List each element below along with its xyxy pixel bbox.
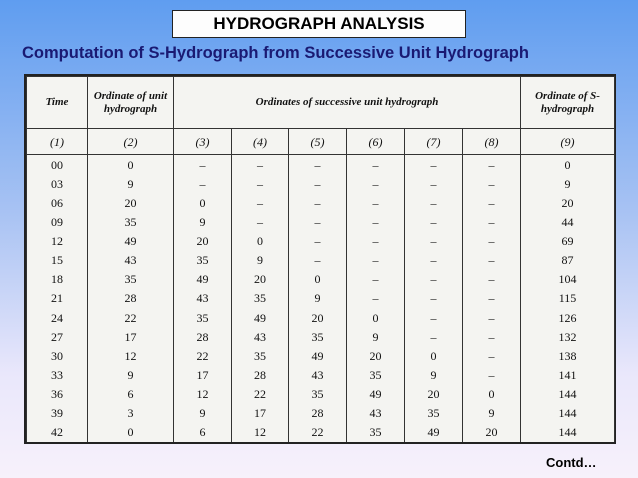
table-cell: 141 (521, 365, 615, 384)
table-cell: 20 (521, 193, 615, 212)
column-number: (2) (88, 129, 174, 155)
table-cell: – (463, 193, 521, 212)
table-cell: 28 (88, 289, 174, 308)
table-cell: 0 (88, 155, 174, 175)
table-cell: – (232, 155, 289, 175)
table-cell: 0 (405, 346, 463, 365)
table-cell: 28 (174, 327, 232, 346)
table-cell: 17 (88, 327, 174, 346)
table-cell: – (232, 174, 289, 193)
table-cell: 69 (521, 232, 615, 251)
s-hydrograph-table (26, 76, 615, 442)
table-cell: 09 (27, 212, 88, 231)
table-row (27, 232, 615, 251)
table-cell: 144 (521, 404, 615, 423)
header-time: Time (27, 77, 88, 129)
table-cell: 9 (521, 174, 615, 193)
table-cell: 126 (521, 308, 615, 327)
table-cell: 0 (463, 385, 521, 404)
table-cell: 43 (347, 404, 405, 423)
table-cell: 28 (232, 365, 289, 384)
table-cell: 35 (174, 308, 232, 327)
table-cell: 12 (232, 423, 289, 442)
table-cell: 9 (405, 365, 463, 384)
table-cell: – (405, 289, 463, 308)
table-cell: 03 (27, 174, 88, 193)
table-cell: – (405, 232, 463, 251)
table-cell: 39 (27, 404, 88, 423)
table-cell: – (405, 270, 463, 289)
table-cell: 35 (174, 251, 232, 270)
table-cell: 24 (27, 308, 88, 327)
table-cell: – (405, 308, 463, 327)
table-cell: 18 (27, 270, 88, 289)
table-cell: 49 (405, 423, 463, 442)
table-cell: – (232, 212, 289, 231)
table-cell: 35 (232, 346, 289, 365)
table-cell: 0 (88, 423, 174, 442)
column-number-row (27, 129, 615, 155)
table-cell: 138 (521, 346, 615, 365)
table-cell: 49 (289, 346, 347, 365)
table-cell: 9 (347, 327, 405, 346)
table-cell: 44 (521, 212, 615, 231)
column-number: (3) (174, 129, 232, 155)
table-cell: 9 (174, 212, 232, 231)
table-cell: 9 (289, 289, 347, 308)
table-cell: 17 (232, 404, 289, 423)
table-cell: 06 (27, 193, 88, 212)
column-number: (6) (347, 129, 405, 155)
table-cell: 0 (521, 155, 615, 175)
table-cell: 15 (27, 251, 88, 270)
table-cell: 35 (289, 385, 347, 404)
table-cell: – (347, 289, 405, 308)
table-cell: 22 (232, 385, 289, 404)
s-hydrograph-table-scan (24, 74, 616, 444)
table-cell: 20 (289, 308, 347, 327)
table-cell: 9 (232, 251, 289, 270)
header-s-hydrograph-ordinate: Ordinate of S-hydrograph (521, 77, 615, 129)
table-cell: 9 (88, 174, 174, 193)
table-cell: 49 (232, 308, 289, 327)
table-row (27, 404, 615, 423)
column-number: (7) (405, 129, 463, 155)
table-cell: 27 (27, 327, 88, 346)
contd-label: Contd… (546, 455, 597, 470)
column-number: (4) (232, 129, 289, 155)
table-row (27, 193, 615, 212)
table-cell: 0 (174, 193, 232, 212)
table-cell: 28 (289, 404, 347, 423)
table-cell: – (289, 232, 347, 251)
table-cell: 20 (463, 423, 521, 442)
table-cell: 43 (174, 289, 232, 308)
table-cell: 00 (27, 155, 88, 175)
table-cell: 9 (174, 404, 232, 423)
table-cell: – (289, 155, 347, 175)
table-cell: 20 (232, 270, 289, 289)
table-cell: 43 (88, 251, 174, 270)
column-number: (5) (289, 129, 347, 155)
table-cell: 22 (289, 423, 347, 442)
header-successive-ordinates: Ordinates of successive unit hydrograph (174, 77, 521, 129)
table-row (27, 251, 615, 270)
table-cell: – (347, 193, 405, 212)
table-cell: 49 (88, 232, 174, 251)
table-cell: – (463, 251, 521, 270)
table-row (27, 327, 615, 346)
table-cell: – (347, 212, 405, 231)
table-cell: 0 (232, 232, 289, 251)
table-cell: – (347, 174, 405, 193)
table-cell: – (347, 251, 405, 270)
table-cell: – (463, 365, 521, 384)
table-row (27, 346, 615, 365)
table-cell: 12 (88, 346, 174, 365)
table-cell: 9 (88, 365, 174, 384)
table-cell: – (463, 270, 521, 289)
table-cell: 35 (88, 212, 174, 231)
table-cell: 35 (405, 404, 463, 423)
table-cell: – (463, 327, 521, 346)
table-cell: 30 (27, 346, 88, 365)
table-row (27, 270, 615, 289)
table-cell: – (463, 174, 521, 193)
table-cell: – (405, 174, 463, 193)
table-cell: 22 (174, 346, 232, 365)
table-cell: 22 (88, 308, 174, 327)
table-cell: 6 (174, 423, 232, 442)
table-cell: 35 (232, 289, 289, 308)
table-cell: 12 (27, 232, 88, 251)
table-cell: 49 (174, 270, 232, 289)
table-cell: 9 (463, 404, 521, 423)
table-cell: 144 (521, 423, 615, 442)
table-cell: – (289, 251, 347, 270)
table-cell: 20 (88, 193, 174, 212)
table-cell: 17 (174, 365, 232, 384)
table-row (27, 385, 615, 404)
table-cell: – (405, 193, 463, 212)
table-cell: 21 (27, 289, 88, 308)
table-cell: 35 (347, 423, 405, 442)
table-cell: 12 (174, 385, 232, 404)
table-cell: – (174, 174, 232, 193)
table-cell: – (289, 193, 347, 212)
page-subtitle: Computation of S-Hydrograph from Successive Unit Hydrograph (22, 44, 529, 62)
table-cell: 0 (289, 270, 347, 289)
table-cell: 144 (521, 385, 615, 404)
table-cell: 132 (521, 327, 615, 346)
table-cell: – (405, 251, 463, 270)
table-cell: 35 (347, 365, 405, 384)
table-cell: – (463, 212, 521, 231)
table-cell: 20 (405, 385, 463, 404)
table-cell: – (347, 155, 405, 175)
table-cell: – (289, 174, 347, 193)
table-cell: – (347, 270, 405, 289)
table-row (27, 174, 615, 193)
table-cell: 35 (88, 270, 174, 289)
column-number: (1) (27, 129, 88, 155)
table-cell: – (405, 155, 463, 175)
column-number: (8) (463, 129, 521, 155)
table-row (27, 212, 615, 231)
table-row (27, 308, 615, 327)
table-cell: 20 (347, 346, 405, 365)
table-cell: – (232, 193, 289, 212)
table-cell: – (463, 308, 521, 327)
table-cell: 3 (88, 404, 174, 423)
table-row (27, 423, 615, 442)
table-cell: – (174, 155, 232, 175)
table-cell: – (463, 346, 521, 365)
table-cell: – (463, 232, 521, 251)
table-cell: 36 (27, 385, 88, 404)
table-cell: 87 (521, 251, 615, 270)
title-box (172, 10, 466, 38)
table-cell: 35 (289, 327, 347, 346)
table-cell: – (405, 212, 463, 231)
header-ordinate-unit-hydrograph: Ordinate of unit hydrograph (88, 77, 174, 129)
table-cell: 49 (347, 385, 405, 404)
table-cell: 0 (347, 308, 405, 327)
table-cell: 104 (521, 270, 615, 289)
table-cell: 115 (521, 289, 615, 308)
page-title: HYDROGRAPH ANALYSIS (213, 14, 425, 33)
column-number: (9) (521, 129, 615, 155)
table-cell: 42 (27, 423, 88, 442)
table-cell: 6 (88, 385, 174, 404)
table-cell: 43 (232, 327, 289, 346)
table-cell: 43 (289, 365, 347, 384)
table-row (27, 155, 615, 175)
table-cell: – (347, 232, 405, 251)
table-cell: – (289, 212, 347, 231)
table-cell: 33 (27, 365, 88, 384)
table-row (27, 289, 615, 308)
table-cell: – (463, 289, 521, 308)
table-cell: 20 (174, 232, 232, 251)
table-cell: – (405, 327, 463, 346)
table-body (27, 155, 615, 443)
table-row (27, 365, 615, 384)
table-cell: – (463, 155, 521, 175)
